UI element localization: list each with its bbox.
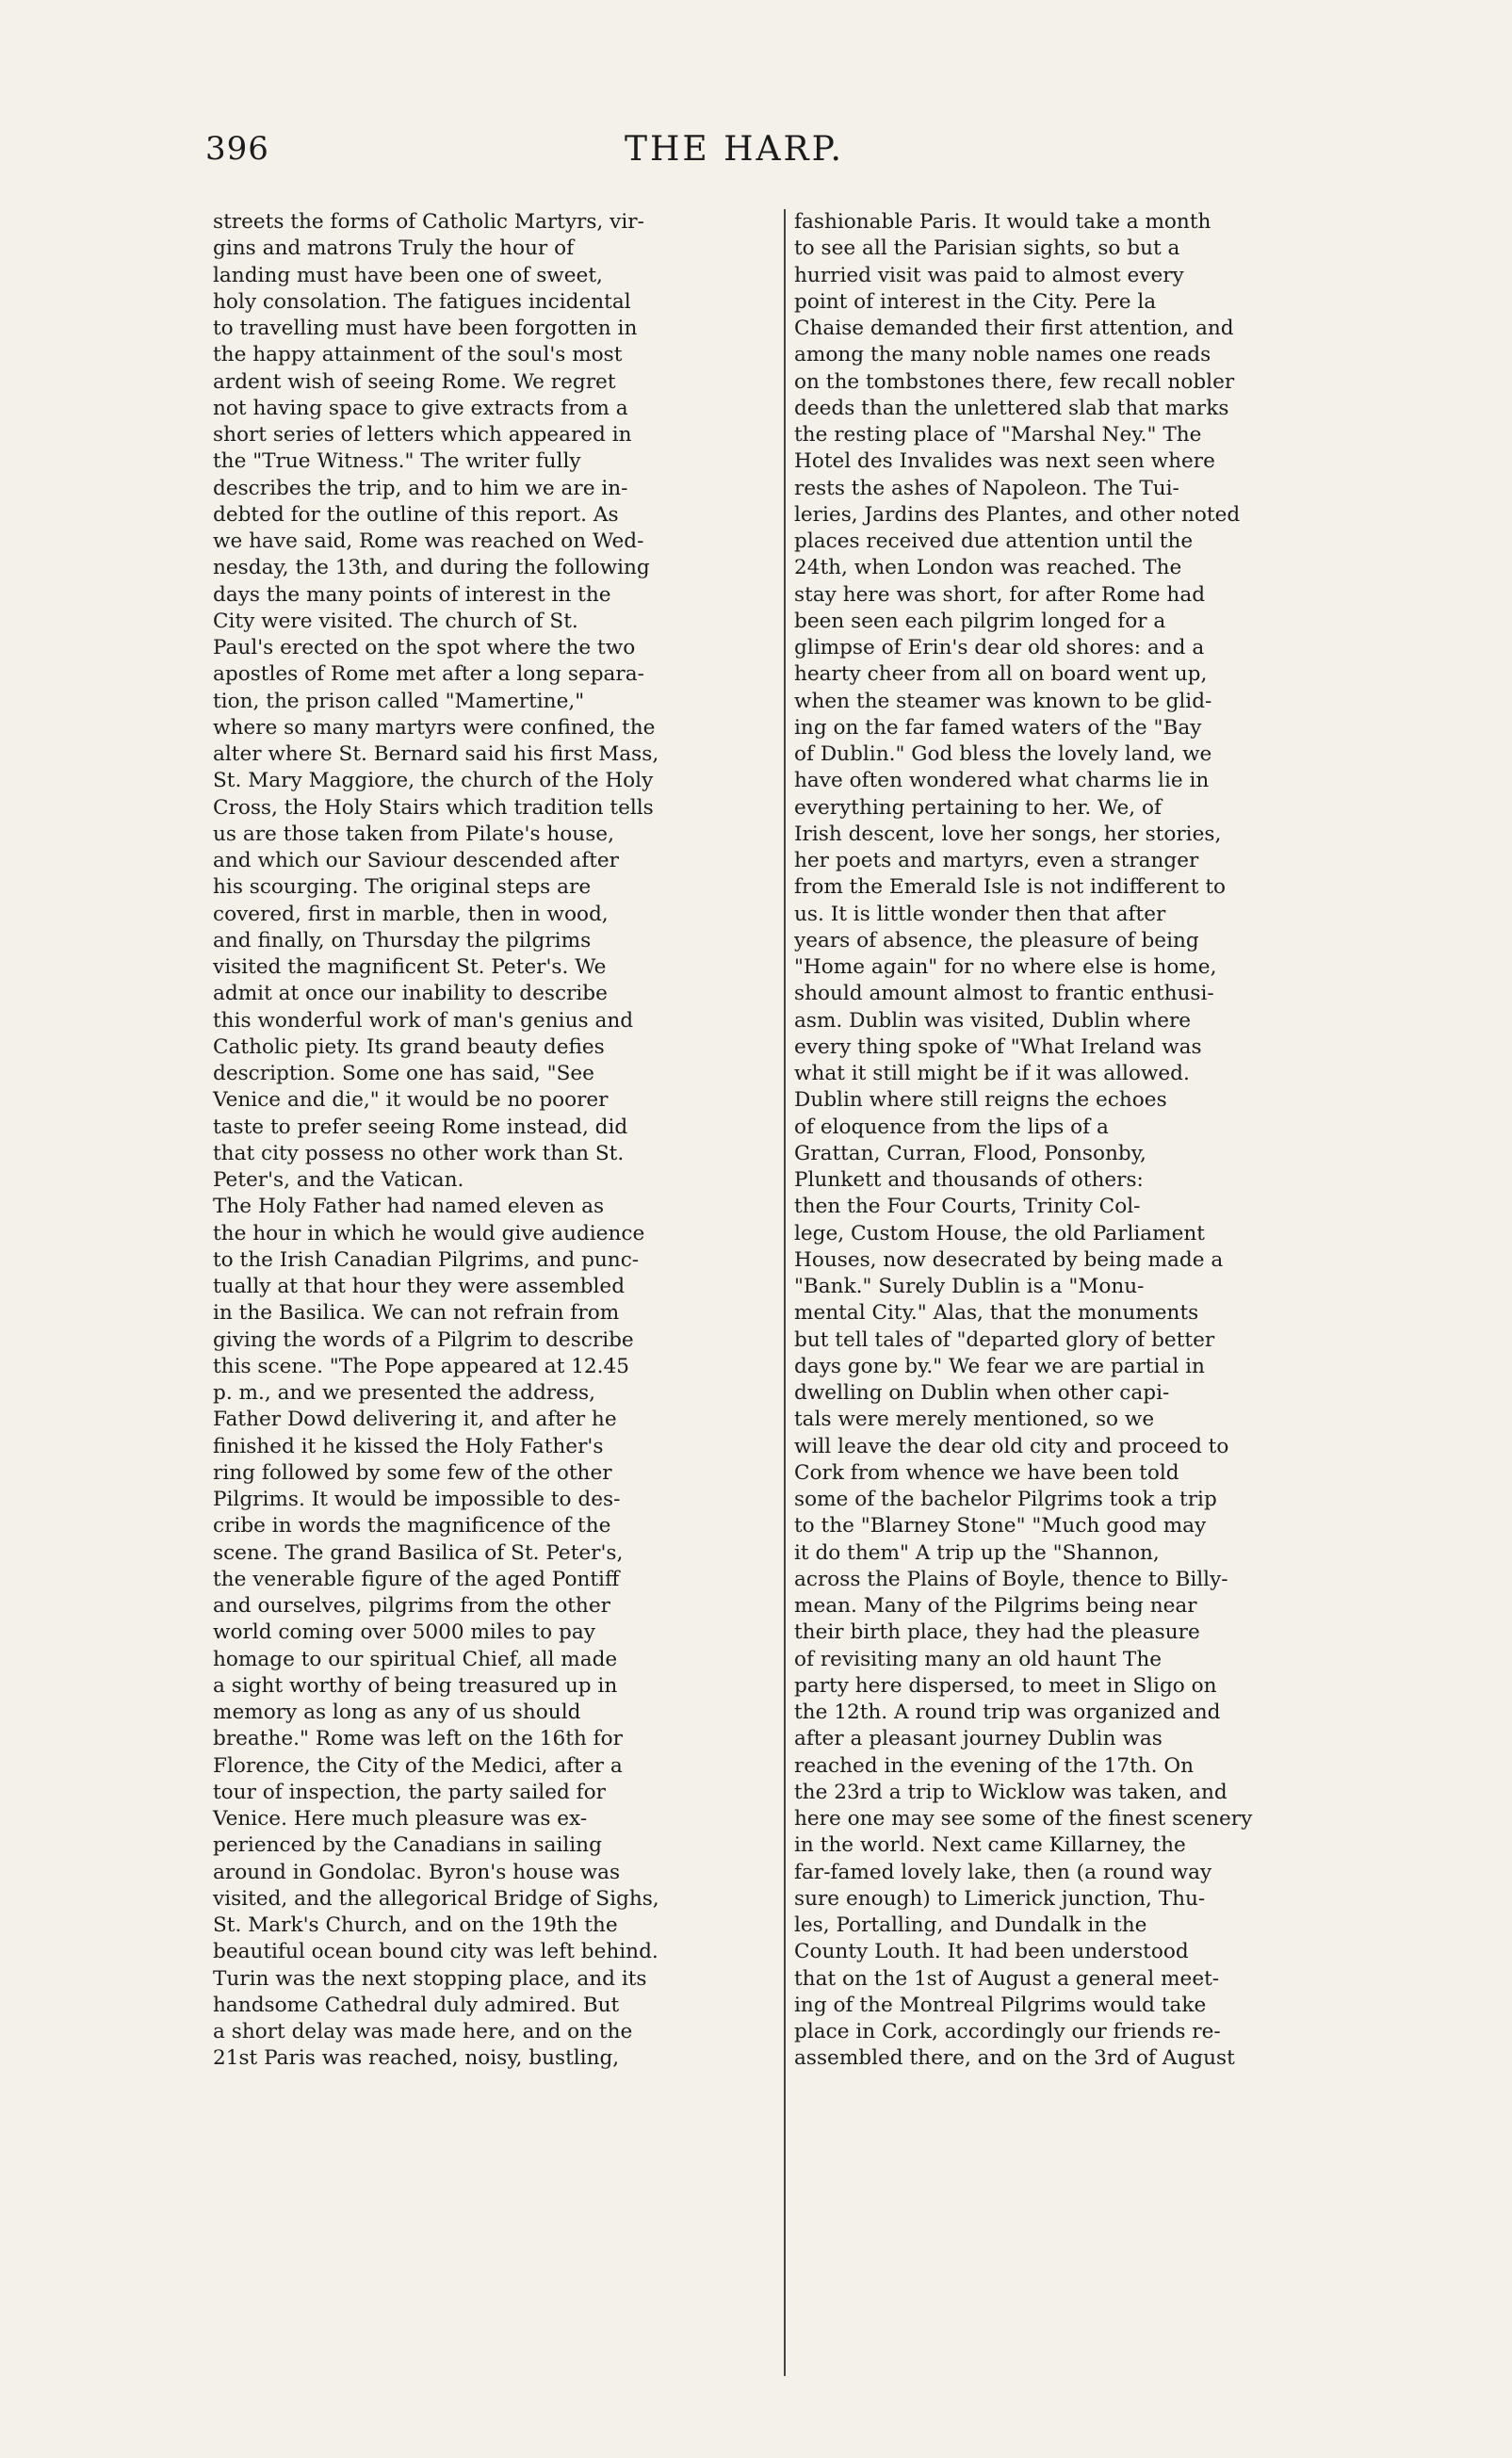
page-header: [205, 130, 1364, 187]
running-title: THE HARP.: [625, 130, 844, 169]
right-column: [794, 209, 1359, 2073]
left-column-text: streets the forms of Catholic Martyrs, vir- gins and matrons Truly the hour of landing must have been one of sweet, holy consolation. The fatigues incidental to travelling must have been forgotten in the happy attainment of the soul's most ardent wish of seeing Rome. We regret not having space to give extracts from a short series of letters which appeared in the "True Witness." The writer fully describes the trip, and to him we are in- debted for the outline of this report. As we have said, Rome was reached on Wed- nesday, the 13th, and during the following days the many points of interest in the City were visited. The church of St. Paul's erected on the spot where the two apostles of Rome met after a long separa- tion, the prison called "Mamertine," where so many martyrs were confined, the alter where St. Bernard said his first Mass, St. Mary Maggiore, the church of the Holy Cross, the Holy Stairs which tradition tells us are those taken from Pilate's house, and which our Saviour descended after his scourging. The original steps are covered, first in marble, then in wood, and finally, on Thursday the pilgrims visited the magnificent St. Peter's. We admit at once our inability to describe this wonderful work of man's genius and Catholic piety. Its grand beauty defies description. Some one has said, "See Venice and die," it would be no poorer taste to prefer seeing Rome instead, did that city possess no other work than St. Peter's, and the Vatican. The Holy Father had named eleven as the hour in which he would give audience to the Irish Canadian Pilgrims, and punc- tually at that hour they were assembled in the Basilica. We can not refrain from giving the words of a Pilgrim to describe this scene. "The Pope appeared at 12.45 p. m., and we presented the address, Father Dowd delivering it, and after he finished it he kissed the Holy Father's ring followed by some few of the other Pilgrims. It would be impossible to des- cribe in words the magnificence of the scene. The grand Basilica of St. Peter's, the venerable figure of the aged Pontiff and ourselves, pilgrims from the other world coming over 5000 miles to pay homage to our spiritual Chief, all made a sight worthy of being treasured up in memory as long as any of us should breathe." Rome was left on the 16th for Florence, the City of the Medici, after a tour of inspection, the party sailed for Venice. Here much pleasure was ex- perienced by the Canadians in sailing around in Gondolac. Byron's house was visited, and the allegorical Bridge of Sighs, St. Mark's Church, and on the 19th the beautiful ocean bound city was left behind. Turin was the next stopping place, and its handsome Cathedral duly admired. But a short delay was made here, and on the 21st Paris was reached, noisy, bustling,: [213, 210, 659, 2071]
right-column-text: fashionable Paris. It would take a month to see all the Parisian sights, so but a hurried visit was paid to almost every point of interest in the City. Pere la Chaise demanded their first attention, and among the many noble names one reads on the tombstones there, few recall nobler deeds than the unlettered slab that marks the resting place of "Marshal Ney." The Hotel des Invalides was next seen where rests the ashes of Napoleon. The Tui- leries, Jardins des Plantes, and other noted places received due attention until the 24th, when London was reached. The stay here was short, for after Rome had been seen each pilgrim longed for a glimpse of Erin's dear old shores: and a hearty cheer from all on board went up, when the steamer was known to be glid- ing on the far famed waters of the "Bay of Dublin." God bless the lovely land, we have often wondered what charms lie in everything pertaining to her. We, of Irish descent, love her songs, her stories, her poets and martyrs, even a stranger from the Emerald Isle is not indifferent to us. It is little wonder then that after years of absence, the pleasure of being "Home again" for no where else is home, should amount almost to frantic enthusi- asm. Dublin was visited, Dublin where every thing spoke of "What Ireland was what it still might be if it was allowed. Dublin where still reigns the echoes of eloquence from the lips of a Grattan, Curran, Flood, Ponsonby, Plunkett and thousands of others: then the Four Courts, Trinity Col- lege, Custom House, the old Parliament Houses, now desecrated by being made a "Bank." Surely Dublin is a "Monu- mental City." Alas, that the monuments but tell tales of "departed glory of better days gone by." We fear we are partial in dwelling on Dublin when other capi- tals were merely mentioned, so we will leave the dear old city and proceed to Cork from whence we have been told some of the bachelor Pilgrims took a trip to the "Blarney Stone" "Much good may it do them" A trip up the "Shannon, across the Plains of Boyle, thence to Billy- mean. Many of the Pilgrims being near their birth place, they had the pleasure of revisiting many an old haunt The party here dispersed, to meet in Sligo on the 12th. A round trip was organized and after a pleasant journey Dublin was reached in the evening of the 17th. On the 23rd a trip to Wicklow was taken, and here one may see some of the finest scenery in the world. Next came Killarney, the far-famed lovely lake, then (a round way sure enough) to Limerick junction, Thu- les, Portalling, and Dundalk in the County Louth. It had been understood that on the 1st of August a general meet- ing of the Montreal Pilgrims would take place in Cork, accordingly our friends re- assembled there, and on the 3rd of August: [794, 210, 1253, 2071]
left-column: [213, 209, 778, 2073]
page-number: 396: [205, 130, 269, 168]
column-divider: [784, 209, 786, 2376]
